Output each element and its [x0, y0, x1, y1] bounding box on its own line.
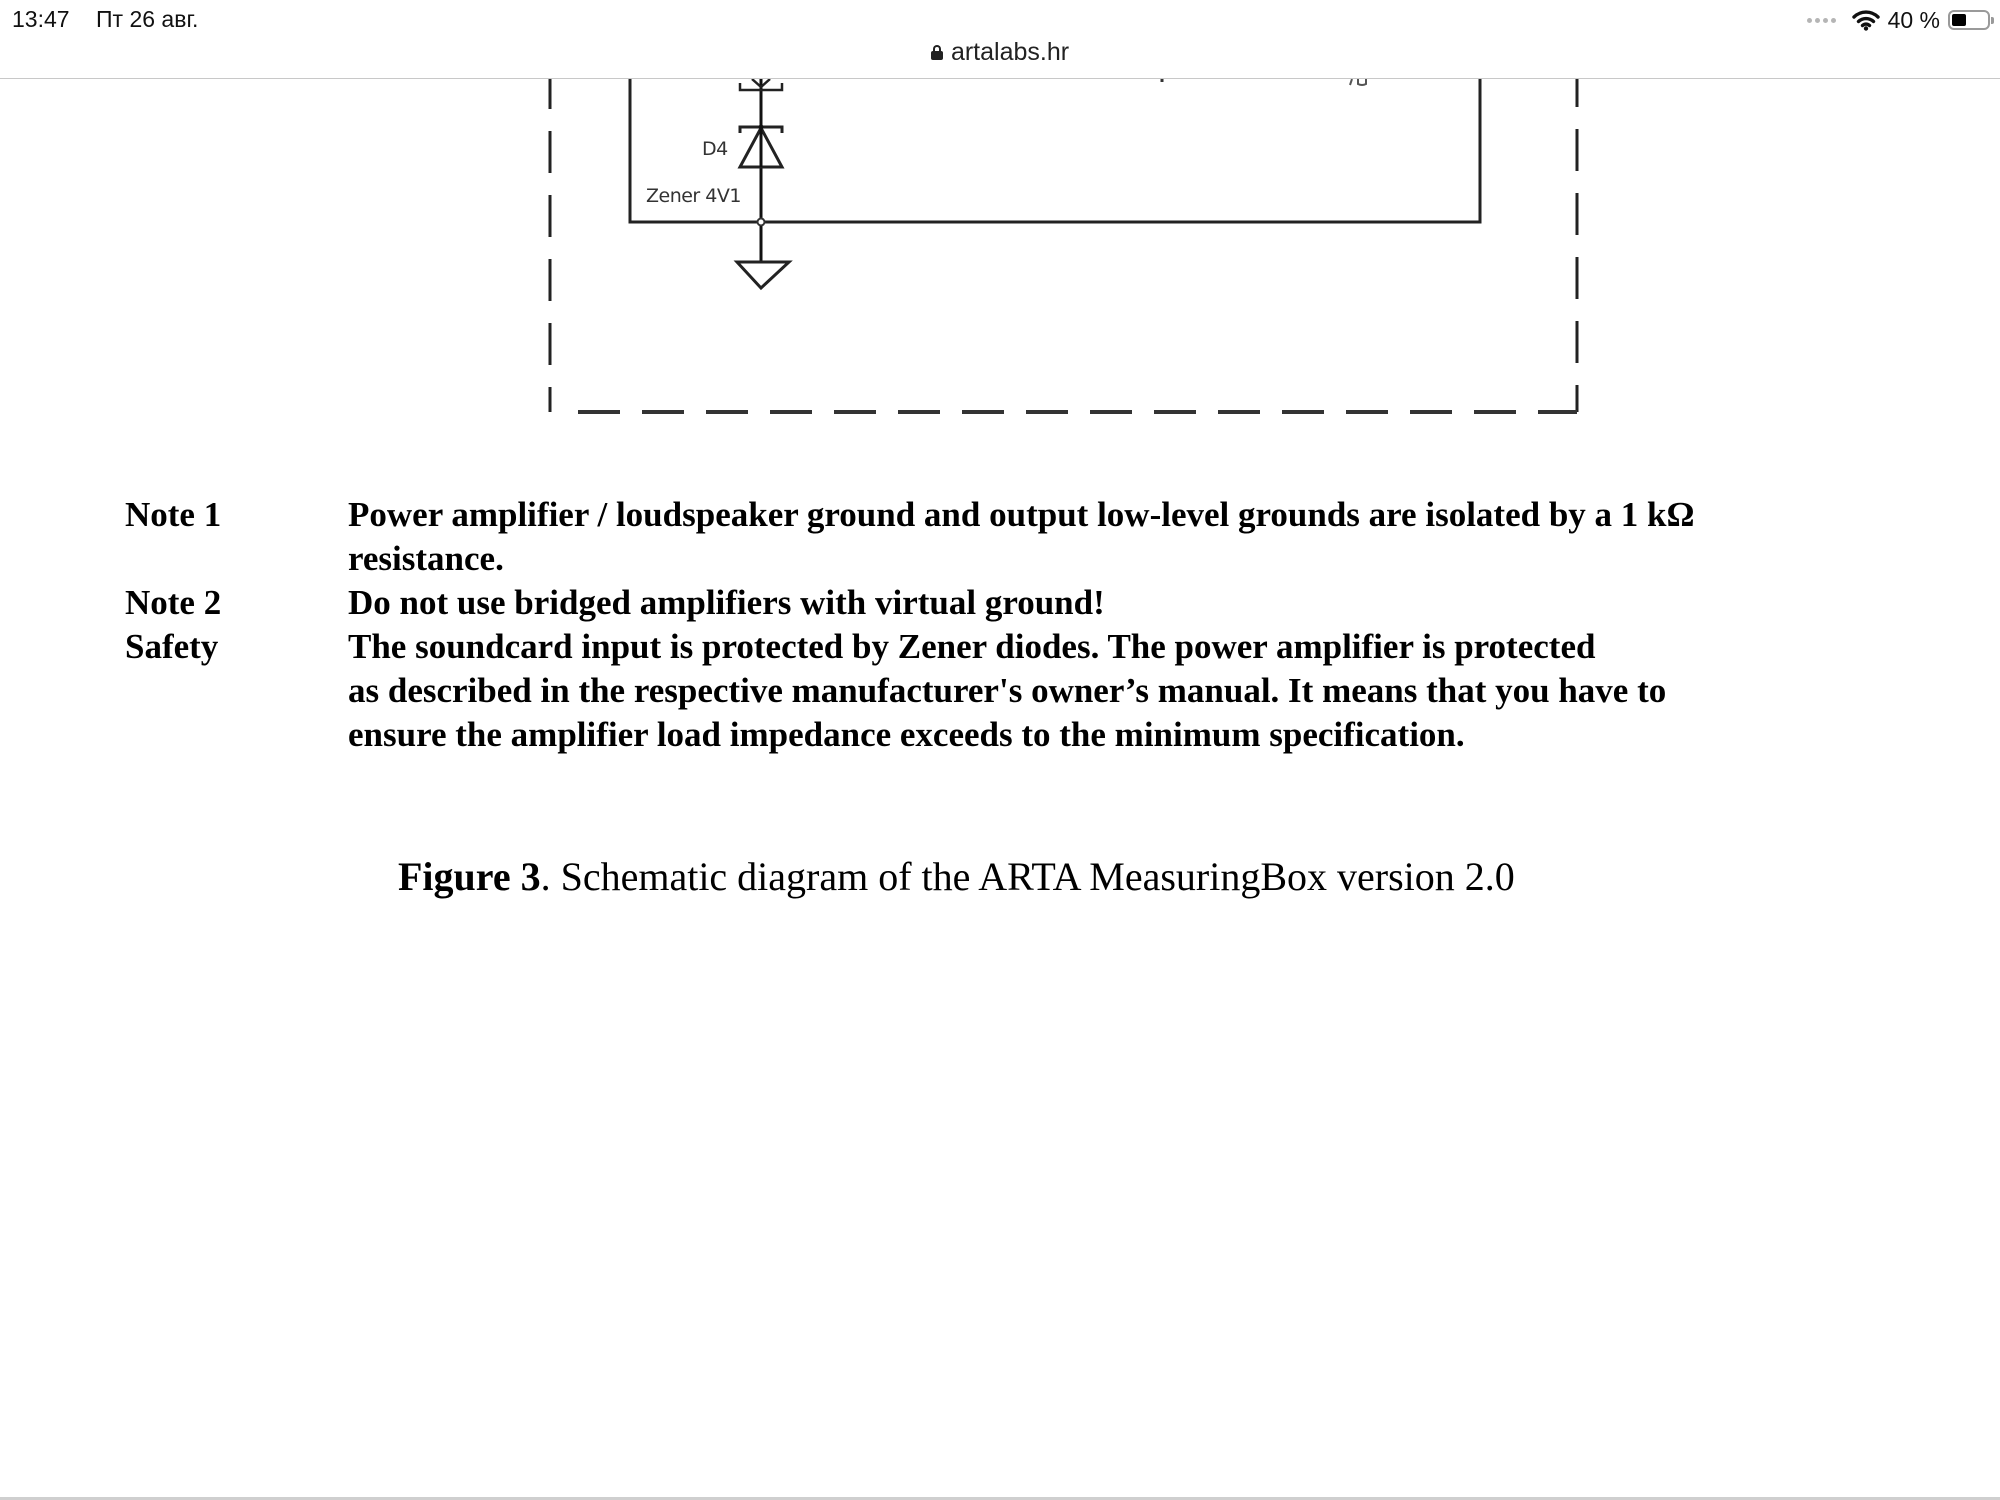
junction-node: [758, 219, 765, 226]
diode-label: D4: [702, 138, 728, 160]
battery-level: [1952, 14, 1966, 26]
status-icons: [1807, 6, 1990, 34]
note-body: [348, 581, 1865, 625]
battery-icon: [1948, 10, 1990, 30]
url-text[interactable]: artalabs.hr: [950, 37, 1070, 66]
zener-diode-icon: [740, 125, 782, 168]
note-row: [125, 493, 1865, 581]
note-line: The soundcard input is protected by Zener diodes. The power amplifier is protected: [348, 627, 1596, 666]
clipped-fragment: [1350, 79, 1366, 85]
schematic-svg: [0, 79, 2000, 439]
signal-dots-icon: [1807, 18, 1836, 23]
lock-icon: [931, 45, 943, 60]
schematic-diagram: [0, 79, 2000, 439]
figure-caption: [398, 853, 1515, 900]
note-line: resistance.: [348, 539, 504, 578]
note-label: Note 1: [125, 495, 222, 534]
status-time: 13:47: [12, 6, 70, 32]
wifi-icon: [1852, 9, 1880, 31]
figure-label: Figure 3: [398, 854, 541, 899]
note-label: Note 2: [125, 583, 222, 622]
status-date: Пт 26 авг.: [96, 6, 199, 32]
note-line: Do not use bridged amplifiers with virtual ground!: [348, 583, 1105, 622]
note-body: [348, 625, 1865, 757]
notes-section: [125, 493, 1865, 757]
note-row: [125, 625, 1865, 757]
note-line: ensure the amplifier load impedance exceeds to the minimum specification.: [348, 715, 1465, 754]
note-line: Power amplifier / loudspeaker ground and output low-level grounds are isolated by a 1 kΩ: [348, 495, 1695, 534]
ground-icon: [737, 262, 789, 288]
note-row: [125, 581, 1865, 625]
note-line: as described in the respective manufacturer's owner’s manual. It means that you have to: [348, 671, 1667, 710]
note-body: [348, 493, 1865, 581]
note-label: Safety: [125, 627, 219, 666]
caption-text: . Schematic diagram of the ARTA MeasuringBox version 2.0: [540, 854, 1515, 899]
address-bar[interactable]: [0, 34, 2000, 70]
diode-value: Zener 4V1: [646, 185, 741, 207]
battery-percent: 40 %: [1887, 6, 1940, 33]
